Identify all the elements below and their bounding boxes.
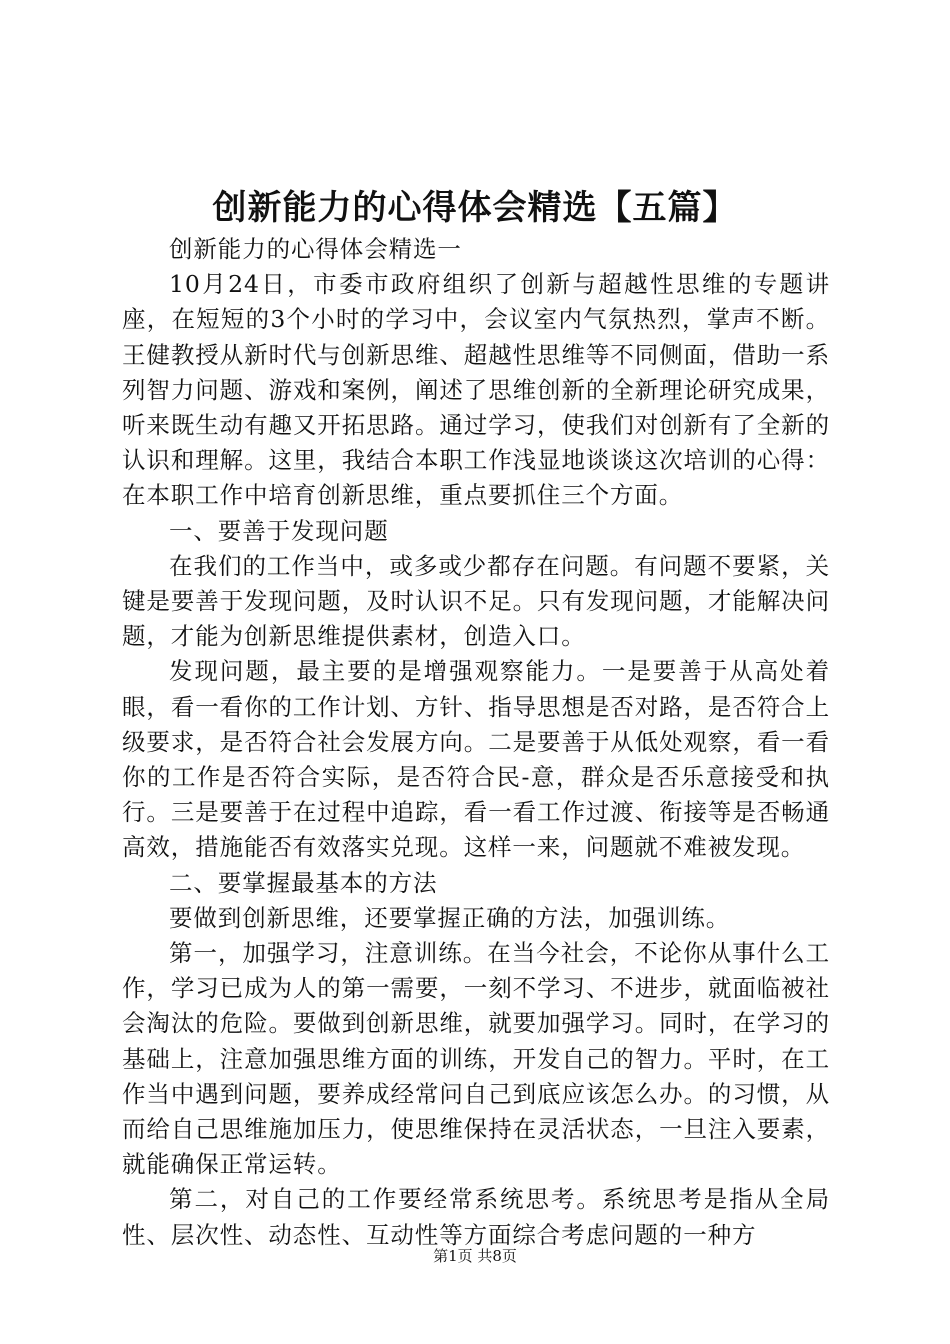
section-heading-1: 创新能力的心得体会精选一 <box>169 235 462 263</box>
body-paragraph: 发现问题，最主要的是增强观察能力。一是要善于从高处着眼，看一看你的工作计划、方针、指导思想是否对路，是否符合上级要求，是否符合社会发展方向。二是要善于从低处观察，看一看你的工作是否符合实际，是否符合民-意，群众是否乐意接受和执行。三是要善于在过程中追踪，看一看工作过渡、衔接等是否畅通高效，措施能否有效落实兑现。这样一来，问题就不难被发现。 <box>122 657 830 862</box>
body-paragraph: 第二，对自己的工作要经常系统思考。系统思考是指从全局性、层次性、动态性、互动性等方面综合考虑问题的一种方 <box>122 1185 830 1249</box>
subheading-2: 二、要掌握最基本的方法 <box>169 868 438 897</box>
body-paragraph: 10月24日，市委市政府组织了创新与超越性思维的专题讲座，在短短的3个小时的学习中，会议室内气氛热烈，掌声不断。王健教授从新时代与创新思维、超越性思维等不同侧面，借助一系列智力问题、游戏和案例，阐述了思维创新的全新理论研究成果，听来既生动有趣又开拓思路。通过学习，使我们对创新有了全新的认识和理解。这里，我结合本职工作浅显地谈谈这次培训的心得：在本职工作中培育创新思维，重点要抓住三个方面。 <box>122 270 830 510</box>
document-body <box>122 232 830 1253</box>
body-paragraph: 要做到创新思维，还要掌握正确的方法，加强训练。 <box>169 903 731 932</box>
body-paragraph: 第一，加强学习，注意训练。在当今社会，不论你从事什么工作，学习已成为人的第一需要，一刻不学习、不进步，就面临被社会淘汰的危险。要做到创新思维，就要加强学习。同时，在学习的基础上，注意加强思维方面的训练，开发自己的智力。平时，在工作当中遇到问题，要养成经常问自己到底应该怎么办。的习惯，从而给自己思维施加压力，使思维保持在灵活状态，一旦注入要素，就能确保正常运转。 <box>122 939 830 1179</box>
subheading-1: 一、要善于发现问题 <box>169 516 389 545</box>
page-number-footer: 第1页 共8页 <box>433 1247 517 1265</box>
body-paragraph: 在我们的工作当中，或多或少都存在问题。有问题不要紧，关键是要善于发现问题，及时认识不足。只有发现问题，才能解决问题，才能为创新思维提供素材，创造入口。 <box>122 551 830 651</box>
document-title: 创新能力的心得体会精选【五篇】 <box>212 188 738 228</box>
